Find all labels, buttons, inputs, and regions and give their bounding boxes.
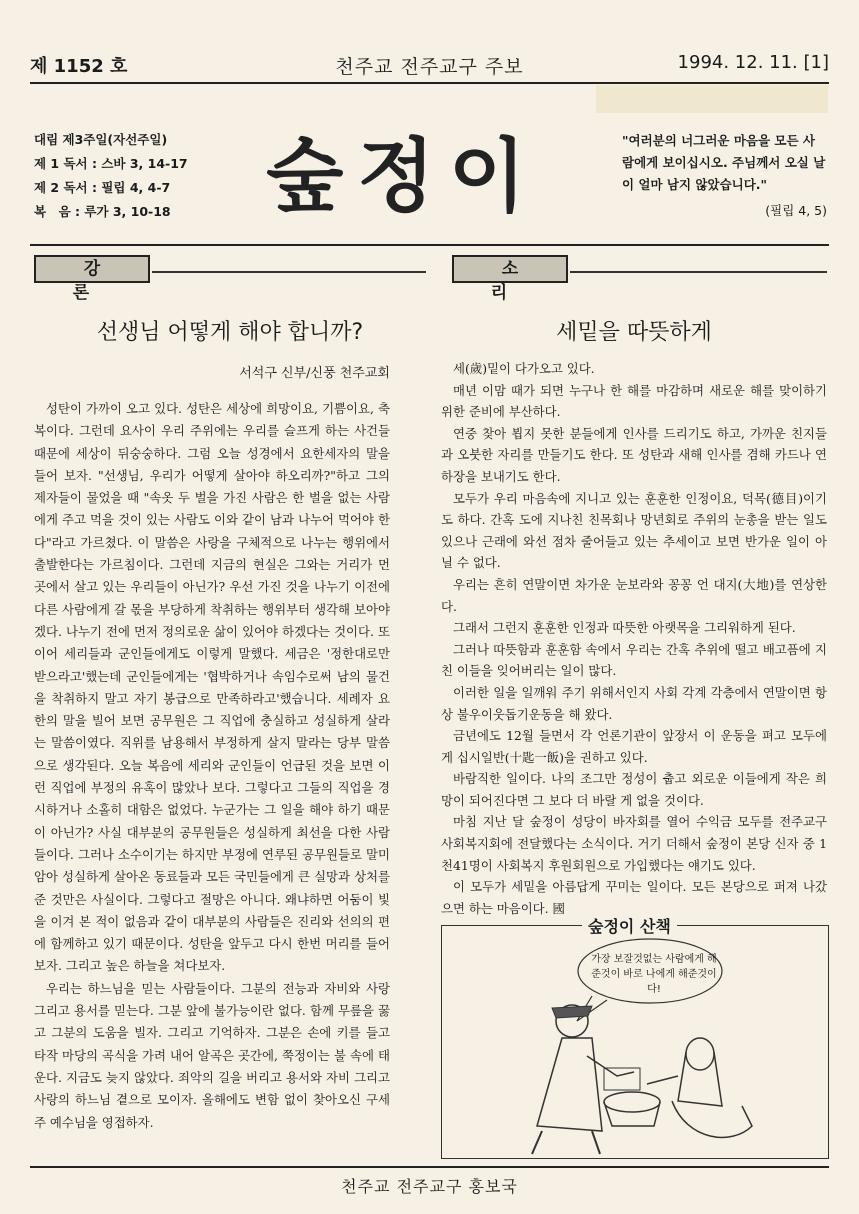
right-paragraph: 금년에도 12월 들면서 각 언론기관이 앞장서 이 운동을 펴고 모두에게 십시일반(十匙一飯)을 권하고 있다. [441,728,827,765]
right-paragraph: 연중 찾아 뵙지 못한 분들에게 인사를 드리기도 하고, 가까운 친지들과 오붓한 자리를 만들기도 한다. 또 성탄과 새해 인사를 겸해 카드나 연하장을 보내기도 한다. [441,425,827,484]
header-rule [30,82,829,84]
issue-date: 1994. 12. 11. [1] [677,52,829,73]
masthead-rule [30,244,829,246]
publication-name: 천주교 전주교구 주보 [335,56,524,78]
page-header [30,52,829,82]
reading-sunday: 대림 제3주일(자선주일) [34,132,168,147]
right-paragraph: 이 모두가 세밑을 아름답게 꾸미는 일이다. 모든 본당으로 퍼져 나갔으면 하는 마음이다. 國 [441,879,827,916]
right-paragraph: 그래서 그런지 훈훈한 인정과 따뜻한 아랫목을 그리워하게 된다. [453,620,796,636]
left-section-line [152,271,426,273]
right-section-line [570,271,827,273]
readings-block [34,128,234,224]
right-article-title: 세밑을 따뜻하게 [556,320,712,345]
header-shade [596,85,828,113]
cartoon-panel [441,917,829,1159]
quote-citation: (필립 4, 5) [765,203,827,218]
cartoon-title: 숲정이 산책 [582,914,677,937]
quote-text: "여러분의 너그러운 마음을 모든 사람에게 보이십시오. 주님께서 오실 날이 얼마 남지 않았습니다." [622,133,826,192]
left-section-header [34,255,426,303]
right-paragraph: 모두가 우리 마음속에 지니고 있는 훈훈한 인정이요, 덕목(德目)이기도 하다. 간혹 도에 지나친 친목회나 망년회로 주위의 눈총을 받는 일도 있으나 근래에 와선 점차 줄어들고 있는 추세이고 보면 반가운 일이 아닐 수 없다. [441,490,827,571]
right-section-label: 소 리 [452,255,568,283]
right-article-body [441,358,827,919]
left-paragraph: 성탄이 가까이 오고 있다. 성탄은 세상에 희망이요, 기쁨이요, 축복이다. 그런데 요사이 우리 주위에는 우리를 슬프게 하는 사건들 때문에 세상이 뒤숭숭하다. 그럼 오늘 성경에서 요한세자의 말을 들어 보자. "선생님, 우리가 어떻게 살아야 하오리까?"하고 그의 제자들이 물었을 때 "속옷 두 벌을 가진 사람은 한 벌을 없는 사람에게 주고 먹을 것이 있는 사람도 이와 같이 남과 나누어 먹어야 한다"라고 가르쳤다. 이 말씀은 사랑을 구체적으로 나누는 행위에서 출발한다는 가르침이다. 그런데 지금의 현실은 그와는 거리가 먼 곳에서 살고 있는 우리들이 아닌가? 우선 가진 것을 나누기 이전에 다른 사람에게 갈 몫을 부당하게 착취하는 행위부터 생각해 보아야겠다. 나누기 전에 먼저 정의로운 삶이 있어야 하겠다는 것이다. 또 이어 세리들과 군인들에게도 이렇게 말했다. 세금은 '정한대로만 받으라고'했는데 군인들에게는 '협박하거나 속임수로써 남의 물건을 착취하지 말고 자기 봉급으로 만족하라고'했습니다. 세례자 요한의 말을 빌어 보면 공무원은 그 직업에 충실하고 성실하게 살라는 말씀이였다. 직위를 남용해서 부정하게 살지 말라는 당부 말씀으로 생각된다. 오늘 복음에 세리와 군인들이 언급된 것을 보면 이런 직업에 부정의 유혹이 많았나 보다. 그렇다고 그들의 직업을 경시하거나 소홀히 대함은 없었다. 누군가는 그 일을 해야 하기 때문이 아닌가? 사실 대부분의 공무원들은 성실하게 최선을 다한 사람들이다. 그러나 소수이기는 하지만 부정에 연루된 공무원들로 말미암아 성실하게 살아온 동료들과 모든 국민들에게 큰 실망과 상처를 준 것만은 사실이다. 그렇다고 절망은 아니다. 왜냐하면 어둠이 빛을 이겨 본 적이 없음과 같이 대부분의 사람들은 진리와 선의의 편에 함께하고 있기 때문이다. 성탄을 앞두고 다시 한번 머리를 들어 보자. 그리고 높은 하늘을 쳐다보자. [34,401,390,974]
left-section-label: 강 론 [34,255,150,283]
footer-publisher: 천주교 전주교구 홍보국 [341,1177,518,1196]
reading-gospel: 복 음 : 루가 3, 10-18 [34,204,171,219]
right-paragraph: 매년 이맘 때가 되면 누구나 한 해를 마감하며 새로운 해를 맞이하기 위한 준비에 부산하다. [441,382,827,420]
reading-second: 제 2 독서 : 필립 4, 4-7 [34,180,171,195]
issue-number: 제 1152 호 [30,56,128,77]
right-section-header [452,255,827,303]
cartoon-speech: 가장 보잘것없는 사람에게 해준것이 바로 나에게 해준것이다! [591,954,717,995]
right-paragraph: 이러한 일을 일깨워 주기 위해서인지 사회 각계 각층에서 연말이면 항상 불우이웃돕기운동을 해 왔다. [441,684,827,722]
reading-first: 제 1 독서 : 스바 3, 14-17 [34,156,188,171]
right-paragraph: 마침 지난 달 숲정이 성당이 바자회를 열어 수익금 모두를 전주교구 사회복지회에 전달했다는 소식이다. 거기 더해서 숲정이 본당 신자 중 1천41명이 사회복지 후원회원으로 가입했다는 얘기도 있다. [441,814,827,873]
masthead-title: 숲정이 [266,130,540,223]
right-paragraph: 세(歲)밑이 다가오고 있다. [453,361,595,376]
right-paragraph: 그러나 따뜻함과 훈훈함 속에서 우리는 간혹 추위에 떨고 배고픔에 지친 이들을 잊어버리는 일이 많다. [441,641,827,679]
footer-rule [30,1166,829,1168]
scripture-quote [622,130,827,222]
left-article-byline: 서석구 신부/신풍 천주교회 [239,366,390,381]
left-article-body [34,398,390,1134]
left-paragraph: 우리는 하느님을 믿는 사람들이다. 그분의 전능과 자비와 사랑 그리고 용서를 믿는다. 그분 앞에 불가능이란 없다. 함께 무릎을 꿇고 그분의 도움을 빌자. 그리고 기억하자. 그분은 손에 키를 들고 타작 마당의 곡식을 가려 내어 알곡은 곳간에, 쭉정이는 불 속에 태운다. 지금도 늦지 않았다. 죄악의 길을 버리고 용서와 자비 그리고 사랑의 하느님 곁으로 모이자. 올해에도 변함 없이 찾아오신 구세주 예수님을 영접하자. [34,980,390,1130]
right-paragraph: 바람직한 일이다. 나의 조그만 정성이 춥고 외로운 이들에게 작은 희망이 되어진다면 그 보다 더 바랄 게 없을 것이다. [441,771,827,808]
left-article-title: 선생님 어떻게 해야 합니까? [96,320,364,345]
right-paragraph: 우리는 흔히 연말이면 차가운 눈보라와 꽁꽁 언 대지(大地)를 연상한다. [441,576,827,614]
